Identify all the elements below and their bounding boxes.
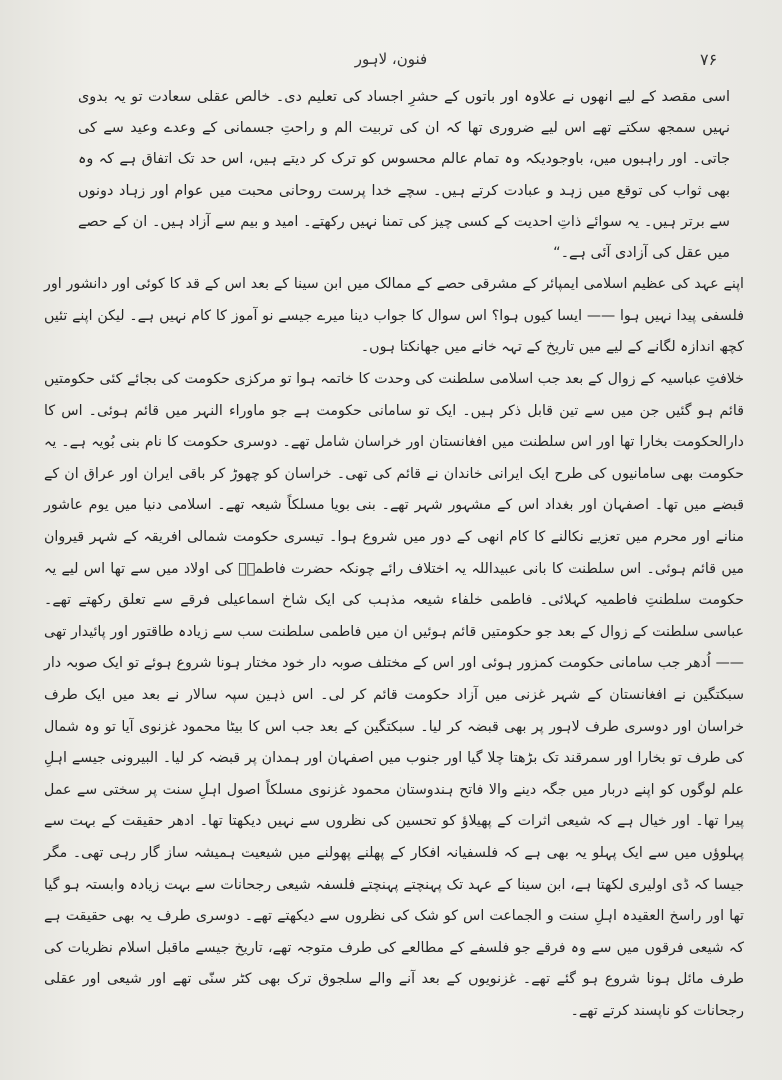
running-title: فنون، لاہور: [354, 50, 428, 68]
block-quote: اسی مقصد کے لیے انھوں نے علاوہ اور باتوں کے حشرِ اجساد کی تعلیم دی۔ خالص عقلی سعادت تو یہ بدوی نہیں سمجھ سکتے تھے اس لیے ضروری تھا کہ ان کی تربیت الم و راحتِ جسمانی کے وعدے وعید سے کی جاتی۔ اور راہبوں میں، باوجودیکہ وہ تمام عالم محسوس کو ترک کر دیتے ہیں، اس حد تک اتفاق ہے کہ وہ بھی ثواب کی توقع میں زہد و عبادت کرتے ہیں۔ سچے خدا پرست روحانی محبت میں عوام اور زہاد دونوں سے برتر ہیں۔ یہ سوائے ذاتِ احدیت کے کسی چیز کی تمنا نہیں رکھتے۔ امید و بیم سے آزاد ہیں۔ ان کے حصے میں عقل کی آزادی آئی ہے۔“: [78, 89, 730, 262]
paragraph-2: خلافتِ عباسیہ کے زوال کے بعد جب اسلامی سلطنت کی وحدت کا خاتمہ ہوا تو مرکزی حکومت کی بجائے کئی حکومتیں قائم ہو گئیں جن میں سے تین قابل ذکر ہیں۔ ایک تو سامانی حکومت ہے جو ماوراء النہر میں قائم ہوئی۔ اس کا دارالحکومت بخارا تھا اور اس سلطنت میں افغانستان اور خراسان شامل تھے۔ دوسری حکومت کا نام بنی بُویہ ہے۔ یہ حکومت بھی سامانیوں کی طرح ایک ایرانی خاندان نے قائم کی تھی۔ خراسان کو چھوڑ کر باقی ایران اور عراق ان کے قبضے میں تھا۔ اصفہان اور بغداد اس کے مشہور شہر تھے۔ بنی بویا مسلکاً شیعہ تھے۔ اسلامی دنیا میں یوم عاشور منانے اور محرم میں تعزیے نکالنے کا کام انھی کے دور میں شروع ہوا۔ تیسری حکومت شمالی افریقہ کے شہر قیروان میں قائم ہوئی۔ اس سلطنت کا بانی عبیداللہ یہ اختلاف رائے چونکہ حضرت فاطمہؓ کی اولاد میں سے تھا اس لیے یہ حکومت سلطنتِ فاطمیہ کہلائی۔ فاطمی خلفاء شیعہ مذہب کی ایک شاخ اسماعیلی فرقے سے تعلق رکھتے تھے۔ عباسی سلطنت کے زوال کے بعد جو حکومتیں قائم ہوئیں ان میں فاطمی سلطنت سب سے زیادہ طاقتور اور پائیدار تھی —— اُدھر جب سامانی حکومت کمزور ہوئی اور اس کے مختلف صوبہ دار خود مختار ہونا شروع ہوئے تو ایک صوبہ دار سبکتگین نے افغانستان کے شہر غزنی میں آزاد حکومت قائم کر لی۔ اس ذہین سپہ سالار نے بعد میں ایک طرف خراسان اور دوسری طرف لاہور پر بھی قبضہ کر لیا۔ سبکتگین کے بعد جب اس کا بیٹا محمود غزنوی آیا تو وہ شمال کی طرف تو بخارا اور سمرقند تک بڑھتا چلا گیا اور جنوب میں اصفہان اور ہمدان پر قبضہ کر لیا۔ البیرونی جیسے اہلِ علم لوگوں کو اپنے دربار میں جگہ دینے والا فاتح ہندوستان محمود غزنوی مسلکاً اصول اہلِ سنت پر سختی سے عمل پیرا تھا۔ اور خیال ہے کہ شیعی اثرات کے پھیلاؤ کو تحسین کی نظروں سے نہیں دیکھتا تھا۔ ادھر حقیقت کے بہت سے پہلوؤں میں سے ایک پہلو یہ بھی ہے کہ فلسفیانہ افکار کے پھلنے پھولنے میں شیعیت ہمیشہ ساز گار رہی تھی۔ مگر جیسا کہ ڈی اولیری لکھتا ہے، ابن سینا کے عہد تک پہنچتے پہنچتے فلسفہ شیعی رجحانات سے بہت زیادہ وابستہ ہو گیا تھا اور راسخ العقیدہ اہلِ سنت و الجماعت اس کو شک کی نظروں سے دیکھتے تھے۔ دوسری طرف یہ بھی حقیقت ہے کہ شیعی فرقوں میں سے وہ فرقے جو فلسفے کے مطالعے کی طرف متوجہ تھے، تاریخ جیسے ماقبل اسلام نظریات کی طرف مائل ہونا شروع ہو گئے تھے۔ غزنویوں کے بعد آنے والے سلجوق ترک بھی کٹر سنّی تھے اور شیعی اور عقلی رجحانات کو ناپسند کرتے تھے۔: [44, 371, 744, 1019]
body-text: [44, 82, 744, 1027]
page-number: ۷۶: [700, 50, 718, 69]
page-header: [0, 50, 782, 80]
paragraph-1: اپنے عہد کی عظیم اسلامی ایمپائر کے مشرقی حصے کے ممالک میں ابن سینا کے بعد اس کے قد کا کوئی اور دانشور اور فلسفی پیدا نہیں ہوا —— ایسا کیوں ہوا؟ اس سوال کا جواب دینا میرے جیسے نو آموز کا کام نہیں ہے۔ لیکن اپنے تئیں کچھ اندازہ لگانے کے لیے میں تاریخ کے تہہ خانے میں جھانکتا ہوں۔: [44, 276, 744, 356]
